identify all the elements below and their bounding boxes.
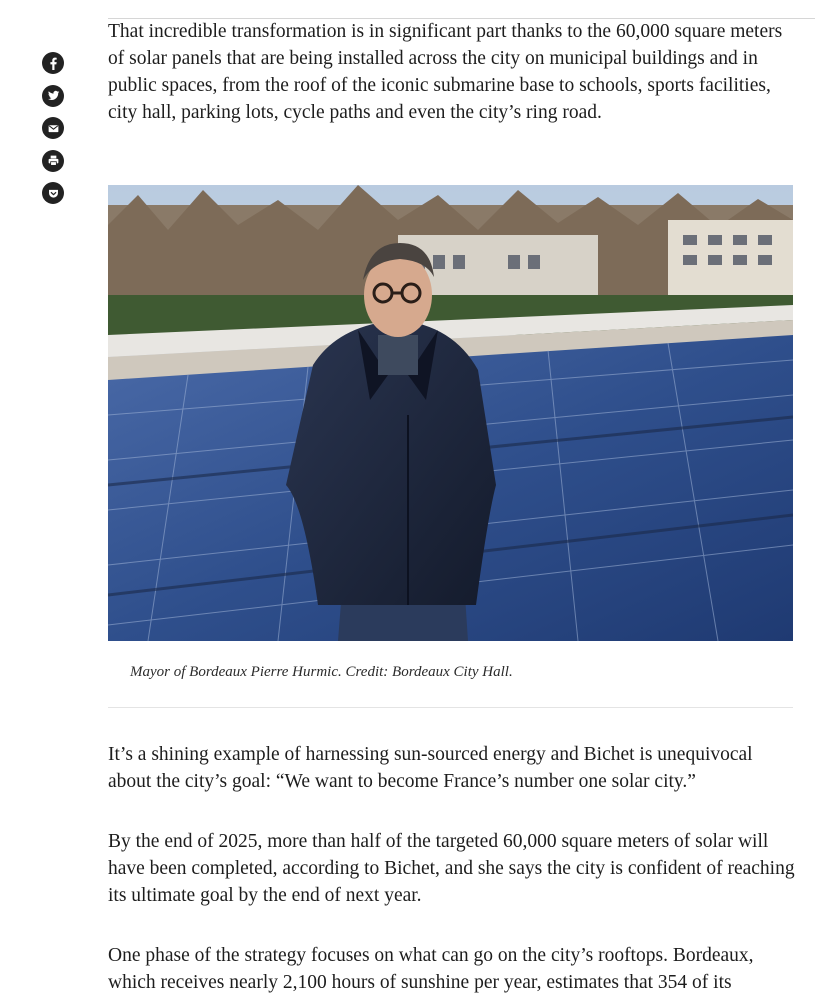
- share-rail: [42, 52, 64, 215]
- pocket-save-button[interactable]: [42, 182, 64, 204]
- article-paragraph: One phase of the strategy focuses on what can go on the city’s rooftops. Bordeaux, which receives nearly 2,100 hours of sunshine per year, estimates that 354 of its: [108, 945, 754, 993]
- article-photo: [108, 185, 793, 641]
- pocket-icon: [47, 187, 60, 200]
- caption-divider: [108, 707, 793, 708]
- article-paragraph: By the end of 2025, more than half of the targeted 60,000 square meters of solar will have been completed, according to Bichet, and she says the city is confident of reaching its ultimate goal by the end of next year.: [108, 831, 795, 906]
- facebook-share-button[interactable]: [42, 52, 64, 74]
- photo-caption: Mayor of Bordeaux Pierre Hurmic. Credit: Bordeaux City Hall.: [130, 664, 513, 680]
- twitter-icon: [47, 89, 60, 102]
- print-icon: [47, 154, 60, 167]
- email-icon: [47, 122, 60, 135]
- twitter-share-button[interactable]: [42, 85, 64, 107]
- article-paragraph: It’s a shining example of harnessing sun-sourced energy and Bichet is unequivocal about the city’s goal: “We want to become France’s number one solar city.”: [108, 744, 753, 792]
- mayor-solar-panels-photo: [108, 185, 793, 641]
- article-paragraph: That incredible transformation is in significant part thanks to the 60,000 square meters of solar panels that are being installed across the city on municipal buildings and in public spaces, from the roof of the iconic submarine base to schools, sports facilities, city hall, parking lots, cycle paths and even the city’s ring road.: [108, 21, 783, 123]
- email-share-button[interactable]: [42, 117, 64, 139]
- print-button[interactable]: [42, 150, 64, 172]
- facebook-icon: [47, 57, 60, 70]
